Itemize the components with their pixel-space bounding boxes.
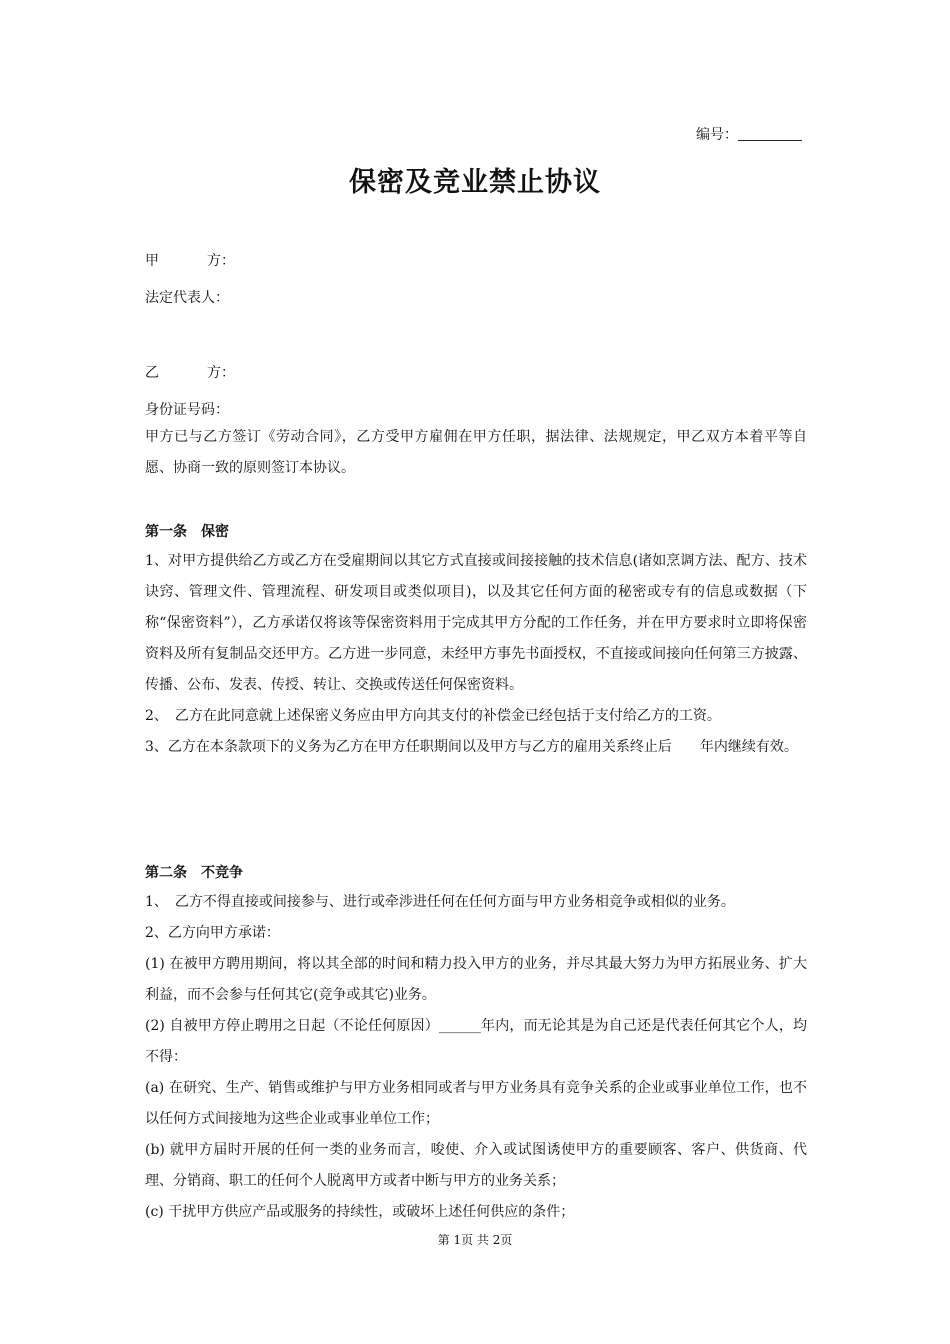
article-2-name: 不竞争 (201, 865, 243, 881)
article-2-clause-1: 1、 乙方不得直接或间接参与、进行或牵涉进任何在任何方面与甲方业务相竞争或相似的业务。 (145, 894, 735, 910)
article-2-clause-2-2: (2) 自被甲方停止聘用之日起（不论任何原因）______年内，而无论其是为自己还是代表任何其它个人，均不得： (145, 1018, 807, 1065)
party-a-label-2: 方： (207, 253, 235, 269)
article-2-heading (145, 862, 243, 882)
article-2-number: 第二条 (145, 865, 187, 881)
id-number-field: 身份证号码： (145, 402, 229, 418)
document-title: 保密及竞业禁止协议 (349, 167, 601, 198)
party-b-field (145, 362, 235, 382)
article-1-clause-1: 1、对甲方提供给乙方或乙方在受雇期间以其它方式直接或间接接触的技术信息(诸如烹调方法、配方、技术诀窍、管理文件、管理流程、研发项目或类似项目)，以及其它任何方面的秘密或专有的信息或数据（下称“保密资料”），乙方承诺仅将该等保密资料用于完成其甲方分配的工作任务，并在甲方要求时立即将保密资料及所有复制品交还甲方。乙方进一步同意，未经甲方事先书面授权，不直接或间接向任何第三方披露、传播、公布、发表、传授、转让、交换或传送任何保密资料。 (145, 553, 807, 693)
party-b-label-2: 方： (207, 365, 235, 381)
article-2-body (145, 887, 807, 1228)
article-1-clause-3: 3、乙方在本条款项下的义务为乙方在甲方任职期间以及甲方与乙方的雇用关系终止后 年内继续有效。 (145, 739, 798, 755)
serial-number-line (696, 124, 802, 144)
article-2-clause-2-2-c: (c) 干扰甲方供应产品或服务的持续性，或破坏上述任何供应的条件； (145, 1204, 575, 1220)
intro-paragraph (145, 422, 807, 484)
article-2-clause-2: 2、乙方向甲方承诺： (145, 925, 280, 941)
legal-rep-field: 法定代表人： (145, 290, 229, 306)
article-1-number: 第一条 (145, 524, 187, 540)
intro-text: 甲方已与乙方签订《劳动合同》，乙方受甲方雇佣在甲方任职，据法律、法规规定，甲乙双方本着平等自愿、协商一致的原则签订本协议。 (145, 429, 807, 476)
article-1-clause-2: 2、 乙方在此同意就上述保密义务应由甲方向其支付的补偿金已经包括于支付给乙方的工资。 (145, 708, 721, 724)
article-1-heading (145, 521, 229, 541)
party-a-label-1: 甲 (145, 253, 159, 269)
serial-number-label: 编号： (696, 127, 738, 143)
article-2-clause-2-2-a: (a) 在研究、生产、销售或维护与甲方业务相同或者与甲方业务具有竞争关系的企业或事业单位工作，也不以任何方式间接地为这些企业或事业单位工作； (145, 1080, 807, 1127)
page-number-footer: 第 1页 共 2页 (437, 1233, 513, 1247)
article-1-body (145, 546, 807, 763)
party-b-label-1: 乙 (145, 365, 159, 381)
party-a-field (145, 250, 235, 270)
article-1-name: 保密 (201, 524, 229, 540)
serial-number-blank (738, 126, 802, 141)
article-2-clause-2-1: (1) 在被甲方聘用期间，将以其全部的时间和精力投入甲方的业务，并尽其最大努力为甲方拓展业务、扩大利益，而不会参与任何其它(竞争或其它)业务。 (145, 956, 807, 1003)
article-2-clause-2-2-b: (b) 就甲方届时开展的任何一类的业务而言，唆使、介入或试图诱使甲方的重要顾客、客户、供货商、代理、分销商、职工的任何个人脱离甲方或者中断与甲方的业务关系； (145, 1142, 807, 1189)
